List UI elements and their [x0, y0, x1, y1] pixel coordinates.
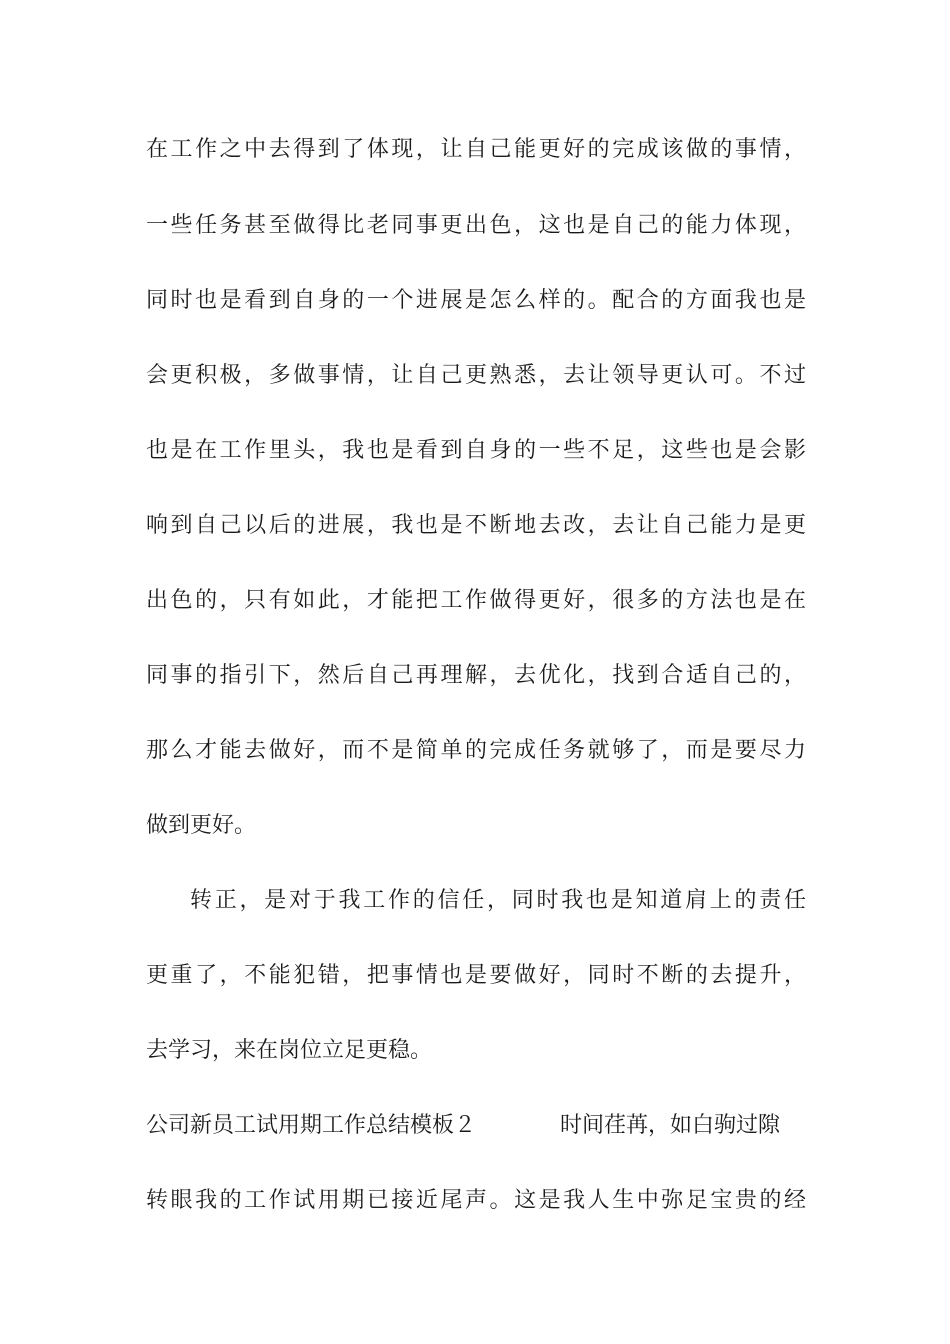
paragraph-1-line-10: 做到更好。	[146, 813, 257, 838]
section-2-title: 公司新员工试用期工作总结模板２	[146, 1113, 477, 1138]
paragraph-1-line-7: 出色的，只有如此，才能把工作做得更好，很多的方法也是在	[146, 588, 806, 613]
paragraph-1-line-1: 在工作之中去得到了体现，让自己能更好的完成该做的事情，	[146, 137, 806, 162]
paragraph-1-line-3: 同时也是看到自身的一个进展是怎么样的。配合的方面我也是	[146, 288, 806, 313]
paragraph-2-line-3: 去学习，来在岗位立足更稳。	[146, 1038, 433, 1063]
section-2-first-text: 时间荏苒，如白驹过隙	[560, 1113, 781, 1138]
paragraph-2-line-2: 更重了，不能犯错，把事情也是要做好，同时不断的去提升，	[146, 963, 806, 988]
paragraph-1-line-6: 响到自己以后的进展，我也是不断地去改，去让自己能力是更	[146, 513, 806, 538]
section-2-heading-line	[146, 1106, 806, 1146]
paragraph-1-line-5: 也是在工作里头，我也是看到自身的一些不足，这些也是会影	[146, 438, 806, 463]
paragraph-1-line-4: 会更积极，多做事情，让自己更熟悉，去让领导更认可。不过	[146, 363, 806, 388]
section-2-line-1: 转眼我的工作试用期已接近尾声。这是我人生中弥足宝贵的经	[146, 1188, 806, 1213]
paragraph-1-line-2: 一些任务甚至做得比老同事更出色，这也是自己的能力体现，	[146, 213, 806, 238]
paragraph-1-line-8: 同事的指引下，然后自己再理解，去优化，找到合适自己的，	[146, 663, 806, 688]
paragraph-1-line-9: 那么才能去做好，而不是简单的完成任务就够了，而是要尽力	[146, 738, 806, 763]
paragraph-2-line-1: 转正，是对于我工作的信任，同时我也是知道肩上的责任	[190, 888, 806, 913]
